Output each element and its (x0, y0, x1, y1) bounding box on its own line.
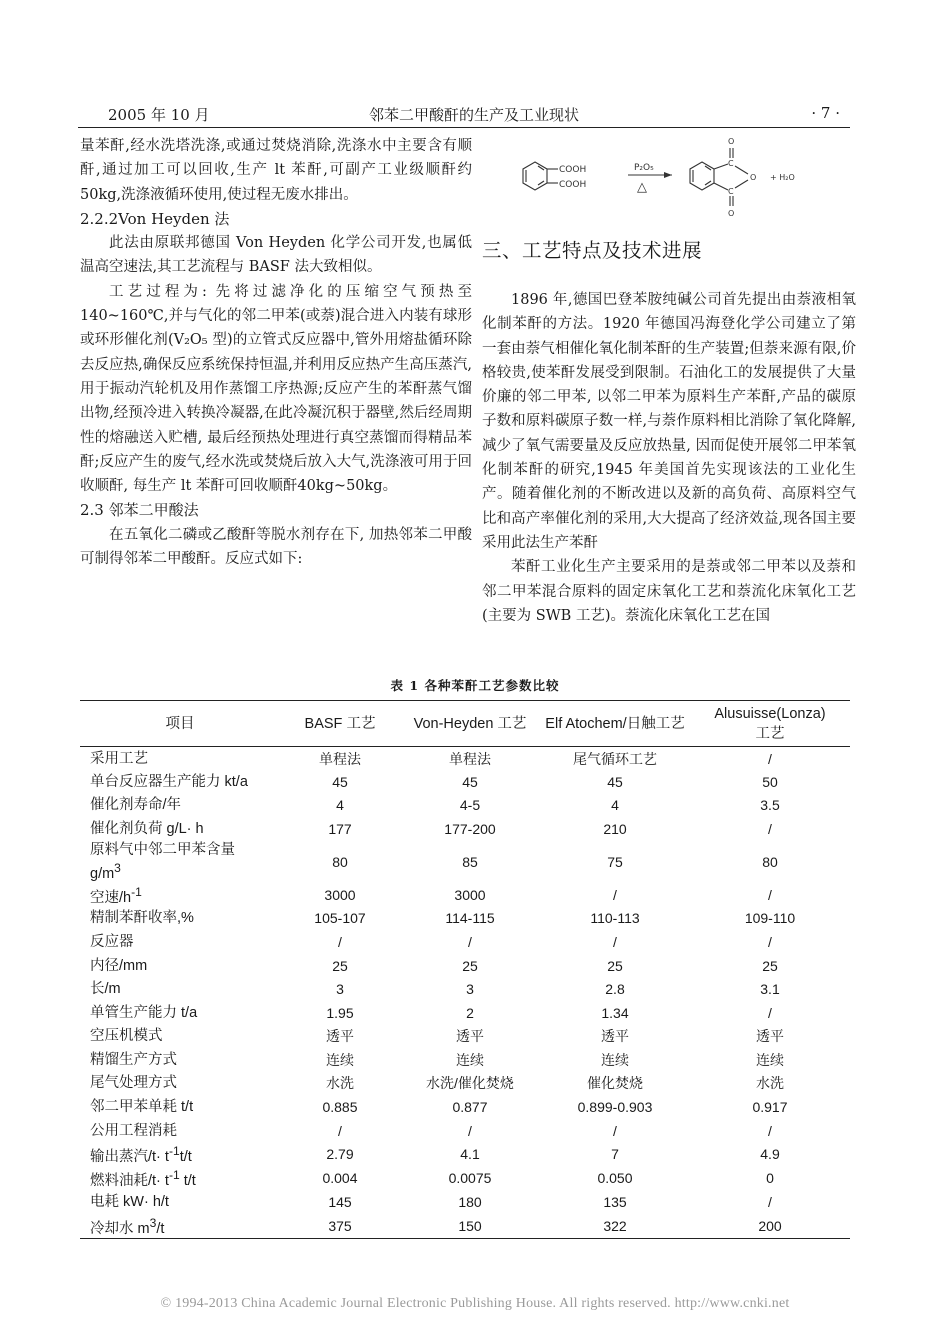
page-number: · 7 · (811, 104, 840, 122)
right-column (482, 134, 856, 628)
row-label-cell: 燃料油耗$/t\cdot t^{-1}$ t/t (90, 1168, 196, 1190)
value-cell: / (338, 1122, 342, 1139)
table-row (80, 883, 850, 907)
value-cell: 0.885 (322, 1099, 358, 1116)
value-cell: 2.8 (605, 981, 625, 998)
reaction-equation (482, 134, 856, 218)
value-cell: 0.877 (452, 1099, 488, 1116)
table-row (80, 1001, 850, 1025)
carbonyl-carbon-bottom: C (728, 187, 734, 196)
value-cell: 75 (607, 853, 623, 870)
row-label-cell: 输出蒸汽$/t\cdot t^{-1}t/t$ (90, 1144, 192, 1166)
table-row (80, 794, 850, 818)
value-cell: 3000 (324, 886, 356, 903)
value-cell: 催化焚烧 (587, 1075, 643, 1092)
value-cell: 145 (328, 1193, 352, 1210)
row-label-cell: 尾气处理方式 (90, 1075, 177, 1092)
value-cell: 200 (758, 1217, 782, 1234)
value-cell: 105-107 (314, 910, 366, 927)
row-label-cell: 冷却水 $m^3/t$ (90, 1215, 165, 1237)
carbonyl-oxygen-top: O (728, 137, 735, 146)
subsection-heading: 2.3 邻苯二甲酸法 (80, 501, 199, 520)
value-cell: 45 (462, 773, 478, 790)
value-cell: / (768, 886, 772, 903)
row-label-cell: 电耗 kW· h/t (90, 1193, 169, 1210)
row-label-cell: 邻二甲苯单耗 t/t (90, 1099, 194, 1116)
section-title: 三、工艺特点及技术进展 (482, 239, 703, 262)
table-row (80, 747, 850, 771)
paragraph: 苯酐工业化生产主要采用的是萘或邻二甲苯以及萘和邻二甲苯混合原料的固定床氧化工艺和萘流化床氧化工艺(主要为 SWB 工艺)。萘流化床氧化工艺在国 (482, 559, 856, 624)
value-cell: 110-113 (590, 910, 640, 927)
value-cell: 177-200 (444, 821, 496, 838)
value-cell: / (613, 933, 617, 950)
value-cell: 单程法 (319, 750, 361, 767)
table-row (80, 1214, 850, 1238)
value-cell: 透平 (601, 1028, 629, 1045)
benzene-ring-icon (523, 162, 558, 190)
table-row (80, 1119, 850, 1143)
header-rule (78, 127, 850, 128)
value-cell: 连续 (601, 1051, 629, 1068)
comparison-table (80, 700, 850, 1239)
value-cell: 322 (603, 1217, 627, 1234)
paragraph: 此法由原联邦德国 Von Heyden 化学公司开发,也属低温高空速法,其工艺流程与 BASF 法大致相似。 (80, 235, 472, 276)
value-cell: 1.95 (326, 1004, 354, 1021)
row-label-cell: 精制苯酐收率,% (90, 910, 194, 927)
row-label-cell: 公用工程消耗 (90, 1122, 177, 1139)
value-cell: 25 (762, 957, 778, 974)
header-cell-alusuisse: Alusuisse(Lonza) 工艺 (714, 705, 826, 742)
value-cell: / (768, 1004, 772, 1021)
header-cell-item: 项目 (165, 715, 195, 732)
value-cell: 4-5 (459, 797, 481, 814)
value-cell: 177 (328, 821, 352, 838)
value-cell: 3 (336, 981, 344, 998)
table-row (80, 907, 850, 931)
value-cell: 0 (766, 1170, 774, 1187)
table-row (80, 770, 850, 794)
table-row (80, 930, 850, 954)
table-row (80, 1048, 850, 1072)
value-cell: 透平 (326, 1028, 354, 1045)
paragraph: 工艺过程为: 先将过滤净化的压缩空气预热至140~160℃,并与气化的邻二甲苯(或萘)混合进入内装有球形或环形催化剂(V₂O₅ 型)的立管式反应器中,管外用熔盐循环除去反应热,确保反应系统保持恒温,并利用反应热产生高压蒸汽, 用于振动汽轮机及用作蒸馏工序热源;反应产生的苯酐蒸气馏出物,经预冷进入转换冷凝器,在此冷凝沉积于器壁,然后经周期性的熔融送入贮槽, 最后经预热处理进行真空蒸馏而得精品苯酐;反应产生的废气,经水洗或焚烧后放入大气,洗涤液可用于回收顺酐, 每生产 lt 苯酐可回收顺酐40kg~50kg。 (80, 283, 472, 495)
row-label-cell: 长/m (90, 981, 121, 998)
row-label-cell: 催化剂寿命/年 (90, 797, 182, 814)
value-cell: 单程法 (449, 750, 491, 767)
value-cell: / (768, 750, 772, 767)
value-cell: 0.0075 (448, 1170, 492, 1187)
value-cell: 1.34 (601, 1004, 629, 1021)
header-cell-basf: BASF 工艺 (304, 715, 376, 732)
value-cell: / (768, 1122, 772, 1139)
paragraph: 量苯酐,经水洗塔洗涤,或通过焚烧消除,洗涤水中主要含有顺酐,通过加工可以回收,生产 lt 苯酐,可副产工业级顺酐约 50kg,洗涤液循环使用,使过程无废水排出。 (80, 138, 472, 203)
value-cell: 25 (462, 957, 478, 974)
value-cell: 135 (603, 1193, 627, 1210)
value-cell: 210 (603, 821, 627, 838)
table-caption: 表 1 各种苯酐工艺参数比较 (390, 678, 560, 693)
value-cell: / (468, 933, 472, 950)
carbonyl-carbon-top: C (728, 159, 734, 168)
ring-oxygen: O (750, 173, 757, 182)
value-cell: 3000 (454, 886, 486, 903)
reactant-group-top: COOH (559, 165, 587, 175)
value-cell: 0.899-0.903 (577, 1099, 653, 1116)
row-label-cell: 空压机模式 (90, 1028, 163, 1045)
header-cell-von-heyden: Von-Heyden 工艺 (413, 715, 527, 732)
value-cell: 150 (458, 1217, 482, 1234)
value-cell: 85 (462, 853, 478, 870)
value-cell: 连续 (756, 1051, 784, 1068)
value-cell: 2 (466, 1004, 474, 1021)
value-cell: 0.050 (597, 1170, 633, 1187)
row-label-cell: 反应器 (90, 933, 134, 950)
value-cell: 透平 (756, 1028, 784, 1045)
value-cell: 114-115 (445, 910, 495, 927)
table-row (80, 1166, 850, 1190)
table-row (80, 1072, 850, 1096)
value-cell: / (768, 933, 772, 950)
value-cell: 50 (762, 773, 778, 790)
table-row (80, 841, 850, 883)
value-cell: / (613, 886, 617, 903)
value-cell: 375 (328, 1217, 352, 1234)
benzene-ring-icon (690, 148, 748, 206)
carbonyl-oxygen-bottom: O (728, 209, 735, 218)
value-cell: 4 (611, 797, 619, 814)
row-label-cell: 精馏生产方式 (90, 1051, 177, 1068)
table-row (80, 1190, 850, 1214)
value-cell: 3.1 (760, 981, 780, 998)
value-cell: 尾气循环工艺 (573, 750, 657, 767)
paragraph: 在五氧化二磷或乙酸酐等脱水剂存在下, 加热邻苯二甲酸可制得邻苯二甲酸酐。反应式如下: (80, 526, 472, 568)
table-row (80, 817, 850, 841)
table-header-row (80, 701, 850, 747)
value-cell: / (338, 933, 342, 950)
reaction-scheme (482, 134, 856, 218)
row-label-cell: 单台反应器生产能力 kt/a (90, 773, 248, 790)
value-cell: / (468, 1122, 472, 1139)
header-cell-elf-atochem: Elf Atochem/日触工艺 (545, 715, 685, 732)
value-cell: 连续 (326, 1051, 354, 1068)
value-cell: 3 (466, 981, 474, 998)
row-label-cell: 催化剂负荷 g/L· h (90, 821, 204, 838)
value-cell: 80 (762, 853, 778, 870)
row-label-cell: 原料气中邻二甲苯含量 $g/m^3$ (90, 841, 235, 882)
value-cell: 水洗 (326, 1075, 354, 1092)
arrow-head-icon (664, 172, 672, 178)
running-title: 邻苯二甲酸酐的生产及工业现状 (368, 106, 579, 124)
value-cell: 水洗 (756, 1075, 784, 1092)
value-cell: 45 (332, 773, 348, 790)
row-label-cell: 单管生产能力 t/a (90, 1004, 198, 1021)
issue-date: 2005 年 10 月 (108, 106, 210, 124)
value-cell: 25 (332, 957, 348, 974)
table-row (80, 1095, 850, 1119)
value-cell: 4.9 (760, 1146, 780, 1163)
value-cell: 3.5 (760, 797, 780, 814)
water-byproduct: + H₂O (770, 173, 795, 182)
value-cell: 7 (611, 1146, 619, 1163)
table-row (80, 1025, 850, 1049)
value-cell: 2.79 (326, 1146, 354, 1163)
value-cell: 25 (607, 957, 623, 974)
value-cell: 透平 (456, 1028, 484, 1045)
reagent-label: P₂O₅ (634, 163, 654, 173)
table-row (80, 954, 850, 978)
table-row (80, 977, 850, 1001)
row-label-cell: 内径/mm (90, 957, 148, 974)
table-row (80, 1142, 850, 1166)
value-cell: 80 (332, 853, 348, 870)
row-label-cell: 空速$/h^{-1}$ (90, 884, 142, 906)
subsection-heading: 2.2.2Von Heyden 法 (80, 209, 230, 228)
value-cell: / (768, 821, 772, 838)
value-cell: 180 (458, 1193, 482, 1210)
value-cell: 4 (336, 797, 344, 814)
row-label-cell: 采用工艺 (90, 750, 148, 767)
value-cell: 109-110 (744, 910, 796, 927)
paragraph: 1896 年,德国巴登苯胺纯碱公司首先提出由萘液相氧化制苯酐的方法。1920 年德国冯海登化学公司建立了第一套由萘气相催化氧化制苯酐的生产装置;但萘来源有限,价格较贵,使苯酐发展受到限制。石油化工的发展提供了大量价廉的邻二甲苯, 以邻二甲苯为原料生产苯酐,产品的碳原子数和原料碳原子数一样,与萘作原料相比消除了氧化降解, 减少了氧气需要量及反应放热量, 因而促使开展邻二甲苯氧化制苯酐的研究,1945 年美国首先实现该法的工业化生产。随着催化剂的不断改进以及新的高负荷、高原料空气比和高产率催化剂的采用,大大提高了经济效益,现各国主要采用此法生产苯酐 (482, 292, 856, 551)
value-cell: 连续 (456, 1051, 484, 1068)
reactant-group-bottom: COOH (559, 180, 587, 190)
value-cell: / (613, 1122, 617, 1139)
value-cell: 0.004 (322, 1170, 358, 1187)
value-cell: 4.1 (460, 1146, 480, 1163)
copyright-footer: © 1994-2013 China Academic Journal Electronic Publishing House. All rights reserved. http://www.cnki.net (160, 1296, 790, 1311)
value-cell: / (768, 1193, 772, 1210)
value-cell: 0.917 (752, 1099, 788, 1116)
left-column (80, 134, 472, 571)
heat-condition: △ (637, 180, 647, 195)
value-cell: 水洗/催化焚烧 (426, 1075, 514, 1092)
value-cell: 45 (607, 773, 623, 790)
